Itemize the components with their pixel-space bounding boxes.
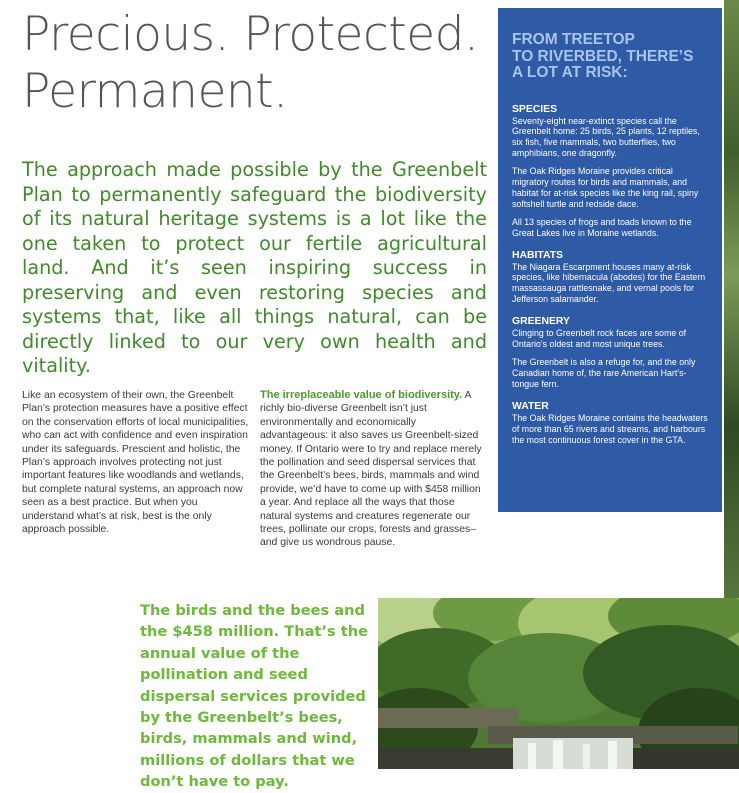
greenery-heading: GREENERY	[512, 316, 570, 328]
body-column-1: Like an ecosystem of their own, the Greenbelt Plan’s protection measures have a positive effect on the conservation efforts of local municipalities, who can act with confidence and even inspiration under its safeguards. Prescient and holistic, the Plan’s approach involves protecting not just important features like woodlands and wetlands, but complete natural systems, an approach now seen as a best practice. But when you understand what’s at risk, best is the only approach possible.	[22, 390, 249, 536]
greenery-paragraph-2: The Greenbelt is also a refuge for, and the only Canadian home of, the rare American Hart’s-tongue fern.	[512, 357, 696, 389]
pull-quote: The birds and the bees and the $458 million. That’s the annual value of the pollination and seed dispersal services provided by the Greenbelt’s bees, birds, mammals and wind, millions of dollars that we don’t have to pay.	[140, 602, 369, 791]
headline-line-2: Permanent.	[22, 64, 288, 119]
sidebar-title-line-2: TO RIVERBED, THERE’S	[512, 47, 694, 65]
species-paragraph-3: All 13 species of frogs and toads known to the Great Lakes live in Moraine wetlands.	[512, 216, 692, 238]
headline-line-1: Precious. Protected.	[22, 7, 479, 62]
foliage-edge-image	[724, 0, 739, 610]
headline	[22, 6, 492, 120]
species-paragraph-1: Seventy-eight near-extinct species call the Greenbelt home: 25 birds, 25 plants, 12 reptiles, six fish, five mammals, two butterflies, two amphibians, one dragonfly.	[512, 115, 700, 159]
greenery-paragraph-1: Clinging to Greenbelt rock faces are some of Ontario’s oldest and most unique trees.	[512, 328, 687, 350]
species-paragraph-2: The Oak Ridges Moraine provides critical migratory routes for birds and mammals, and habitat for at-risk species like the king rail, spiny softshell turtle and redside dace.	[512, 166, 699, 209]
sidebar-title	[512, 32, 710, 82]
column-body: A richly bio-diverse Greenbelt isn’t just environmentally and economically advantageous: it also saves us Greenbelt-sized money. If Ontario were to try and replace merely the pollination and seed dispersal services that the Greenbelt’s bees, birds, mammals and wind provide, we’d have to come up with $458 million a year. And replace all the ways that those natural systems and creatures regenerate our trees, pollinate our crops, forests and grasses–and give us wondrous pause.	[260, 390, 482, 549]
sidebar-title-line-1: FROM TREETOP	[512, 31, 635, 48]
column-subheading: The irreplaceable value of biodiversity.	[260, 389, 463, 401]
species-heading: SPECIES	[512, 103, 558, 115]
lead-paragraph: The approach made possible by the Greenbelt Plan to permanently safeguard the biodiversity of its natural heritage systems is a lot like the one taken to protect our fertile agricultural land. And it’s seen inspiring success in preserving and even restoring species and systems that, like all things natural, can be directly linked to our very own health and vitality.	[22, 158, 487, 377]
water-heading: WATER	[512, 400, 549, 412]
sidebar-title-line-3: A LOT AT RISK:	[512, 64, 628, 81]
forest-waterfall-photo	[378, 598, 739, 769]
habitats-heading: HABITATS	[512, 249, 563, 261]
habitats-paragraph-1: The Niagara Escarpment houses many at-risk species, like hibernacula (abodes) for the Eastern massassauga rattlesnake, and vernal pools for Jefferson salamander.	[512, 261, 706, 305]
water-paragraph-1: The Oak Ridges Moraine contains the headwaters of more than 65 rivers and streams, and harbours the most continuous forest cover in the GTA.	[512, 412, 708, 445]
body-column-2	[260, 389, 485, 550]
at-risk-sidebar	[498, 8, 722, 512]
